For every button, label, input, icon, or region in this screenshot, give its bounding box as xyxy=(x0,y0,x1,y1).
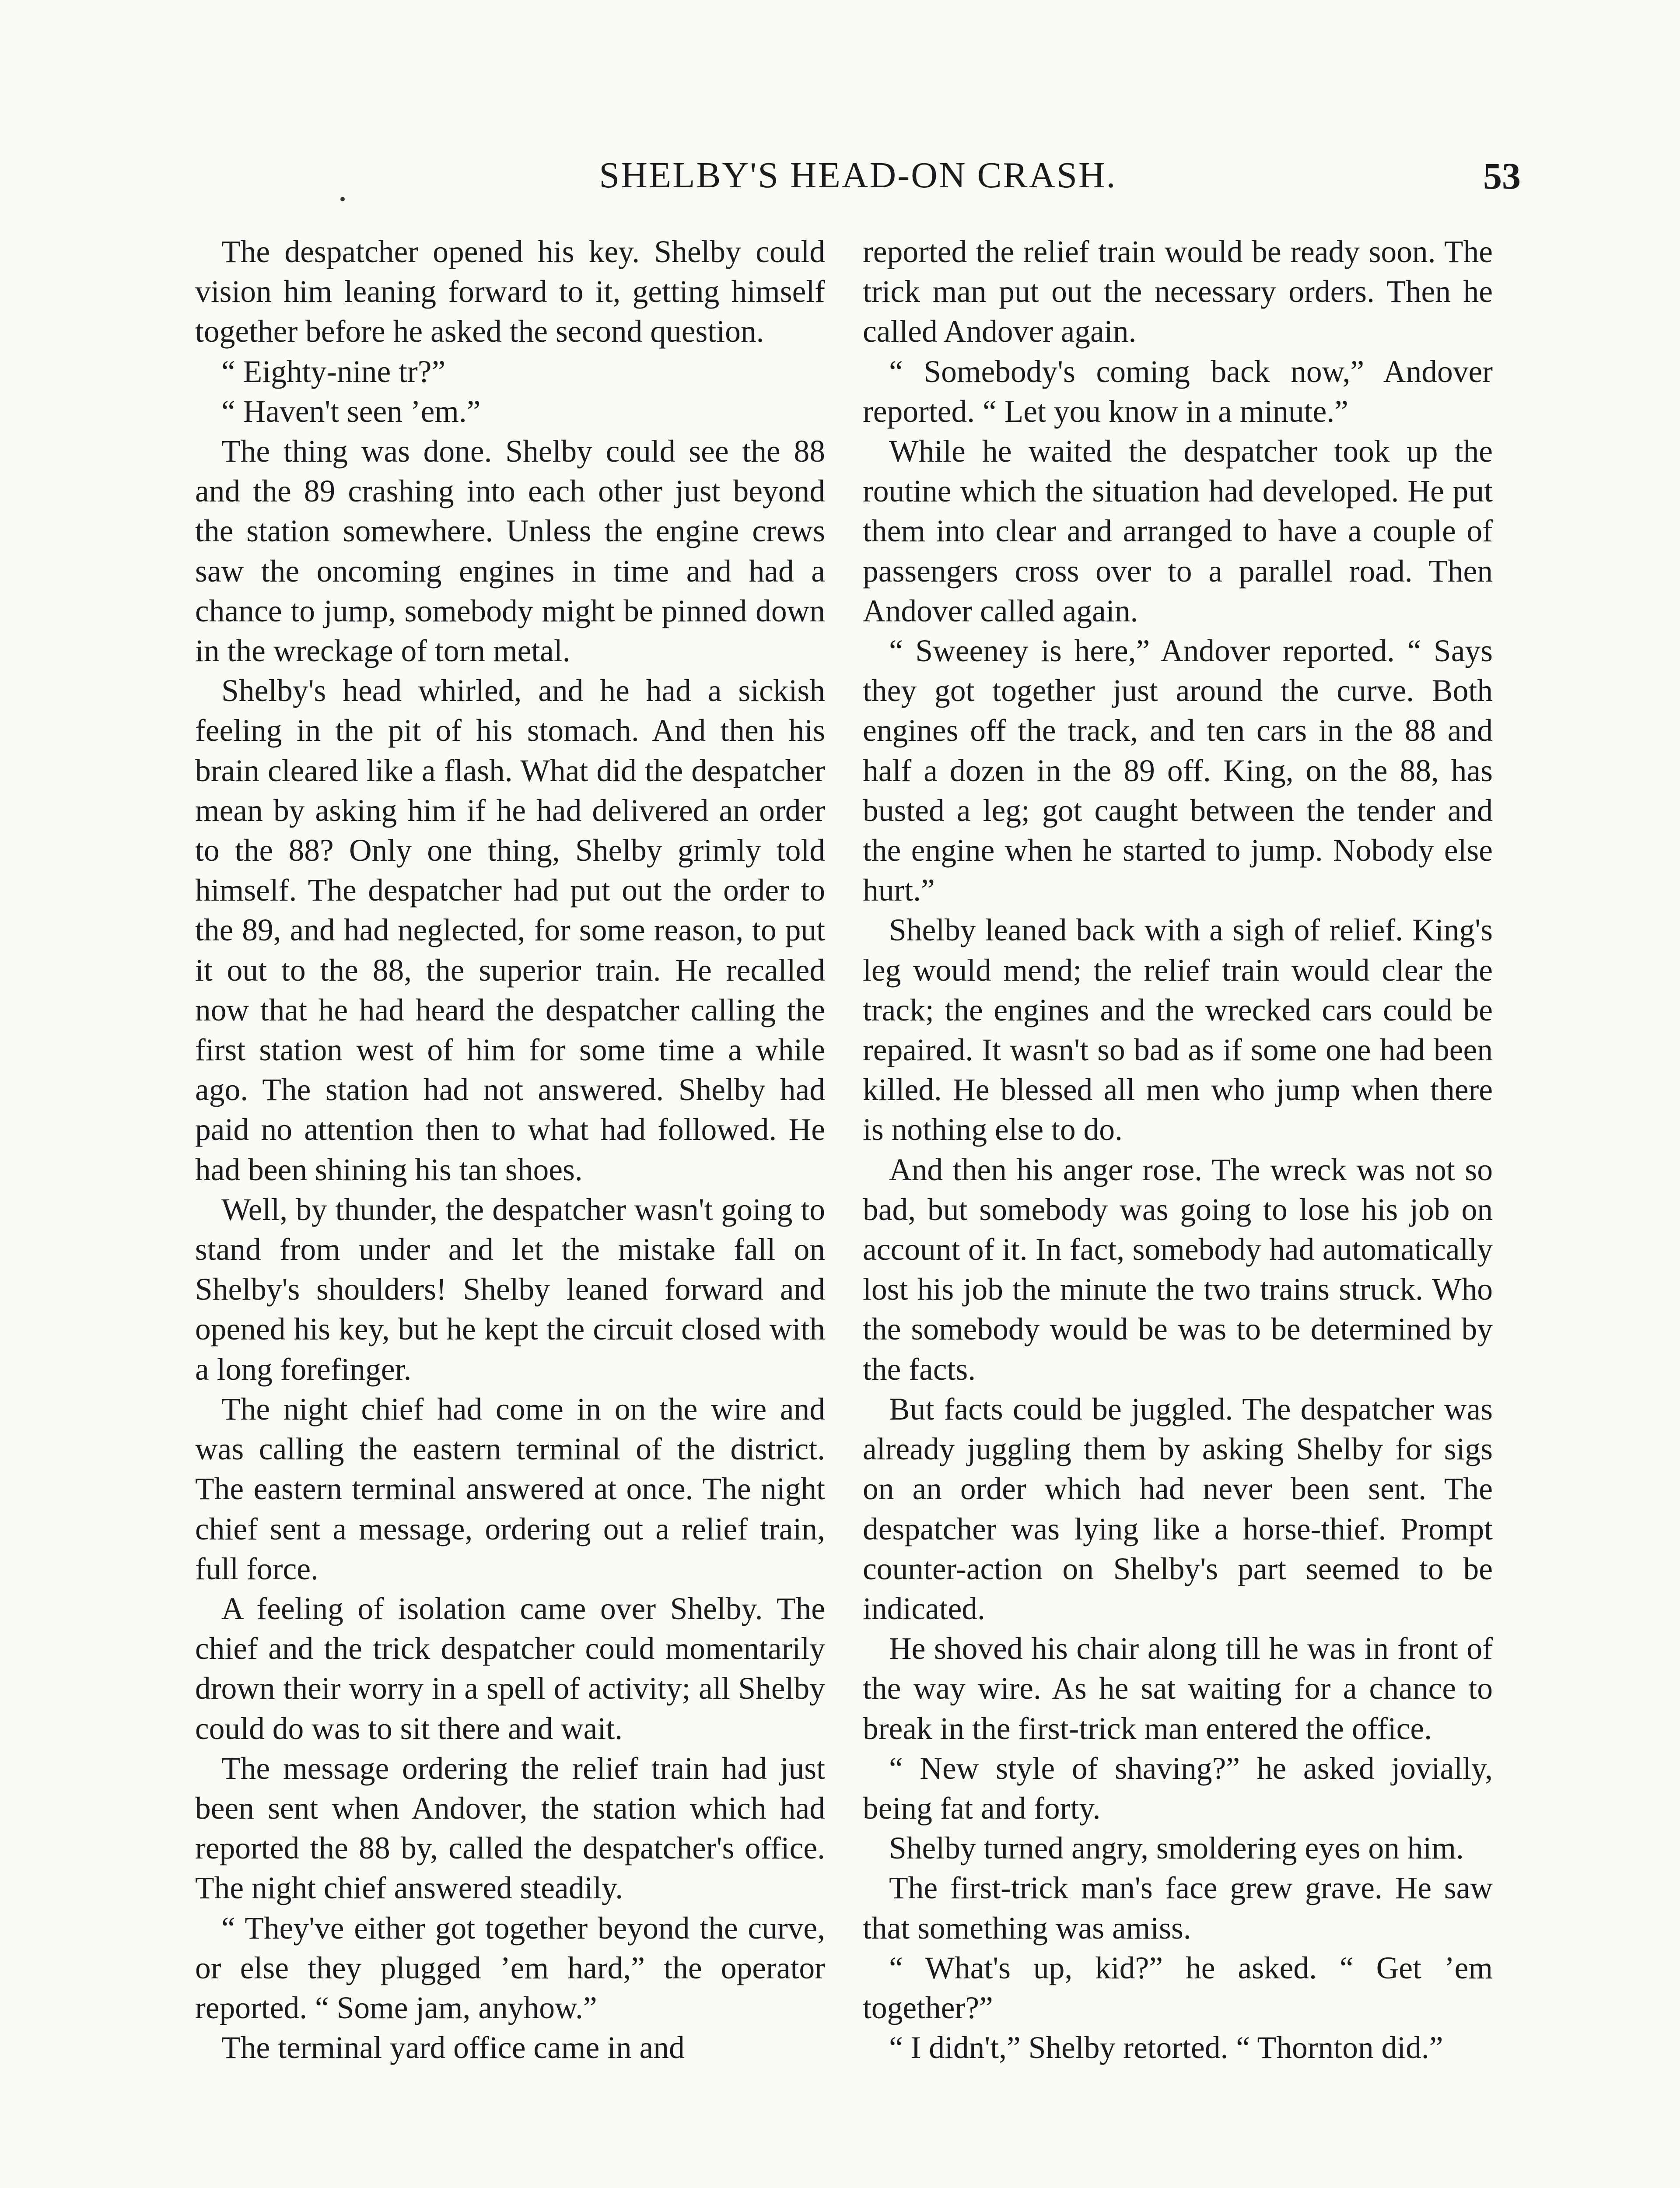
paragraph: “ What's up, kid?” he asked. “ Get ’em together?” xyxy=(863,1950,1493,2025)
paragraph: Shelby turned angry, smoldering eyes on him. xyxy=(889,1831,1464,1866)
paragraph: The message ordering the relief train had just been sent when Andover, the station which had reported the 88 by, called the despatcher's office. The night chief answered steadily. xyxy=(195,1751,825,1906)
paragraph: reported the relief train would be ready soon. The trick man put out the necessary orders. Then he called Andover again. xyxy=(863,235,1493,349)
paragraph: The despatcher opened his key. Shelby could vision him leaning forward to it, getting himself together before he asked the second question. xyxy=(195,235,825,349)
paragraph: The first-trick man's face grew grave. He saw that something was amiss. xyxy=(863,1871,1493,1946)
paragraph: Shelby leaned back with a sigh of relief. King's leg would mend; the relief train would clear the track; the engines and the wrecked cars could be repaired. It wasn't so bad as if some one had been killed. He blessed all men who jump when there is nothing else to do. xyxy=(863,913,1493,1147)
paragraph: “ I didn't,” Shelby retorted. “ Thornton did.” xyxy=(889,2030,1443,2065)
page-header xyxy=(195,154,1521,207)
paragraph: But facts could be juggled. The despatcher was already juggling them by asking Shelby for sigs on an order which had never been sent. The despatcher was lying like a horse-thief. Prompt counter-action on Shelby's part seemed to be indicated. xyxy=(863,1392,1493,1626)
page-number: 53 xyxy=(1483,155,1521,197)
paragraph: And then his anger rose. The wreck was not so bad, but somebody was going to lose his job on account of it. In fact, somebody had automatically lost his job the minute the two trains struck. Who the somebody would be was to be determined by the facts. xyxy=(863,1152,1493,1387)
paragraph: “ They've either got together beyond the curve, or else they plugged ’em hard,” the operator reported. “ Some jam, anyhow.” xyxy=(195,1911,825,2025)
paragraph: The terminal yard office came in and xyxy=(221,2030,685,2065)
paragraph: He shoved his chair along till he was in front of the way wire. As he sat waiting for a chance to break in the first-trick man entered the office. xyxy=(863,1631,1493,1746)
paragraph: A feeling of isolation came over Shelby. The chief and the trick despatcher could momentarily drown their worry in a spell of activity; all Shelby could do was to sit there and wait. xyxy=(195,1591,825,1746)
paragraph: Shelby's head whirled, and he had a sickish feeling in the pit of his stomach. And then his brain cleared like a flash. What did the despatcher mean by asking him if he had delivered an order to the 88? Only one thing, Shelby grimly told himself. The despatcher had put out the order to the 89, and had neglected, for some reason, to put it out to the 88, the superior train. He recalled now that he had heard the despatcher calling the first station west of him for some time a while ago. The station had not answered. Shelby had paid no attention then to what had followed. He had been shining his tan shoes. xyxy=(195,673,825,1187)
paragraph: Well, by thunder, the despatcher wasn't going to stand from under and let the mistake fall on Shelby's shoulders! Shelby leaned forward and opened his key, but he kept the circuit closed with a long forefinger. xyxy=(195,1192,825,1387)
paragraph: The night chief had come in on the wire and was calling the eastern terminal of the district. The eastern terminal answered at once. The night chief sent a message, ordering out a relief train, full force. xyxy=(195,1392,825,1586)
paragraph: “ Eighty-nine tr?” xyxy=(221,354,446,389)
left-column xyxy=(195,232,825,2068)
running-title: SHELBY'S HEAD-ON CRASH. xyxy=(599,155,1117,196)
paragraph: “ New style of shaving?” he asked jovially, being fat and forty. xyxy=(863,1751,1493,1826)
paragraph: “ Sweeney is here,” Andover reported. “ Says they got together just around the curve. Both engines off the track, and ten cars in the 88 and half a dozen in the 89 off. King, on the 88, has busted a leg; got caught between the tender and the engine when he started to jump. Nobody else hurt.” xyxy=(863,634,1493,908)
right-column xyxy=(863,232,1493,2068)
print-speck xyxy=(340,197,345,201)
paragraph: “ Somebody's coming back now,” Andover reported. “ Let you know in a minute.” xyxy=(863,354,1493,429)
paragraph: While he waited the despatcher took up the routine which the situation had developed. He put them into clear and arranged to have a couple of passengers cross over to a parallel road. Then Andover called again. xyxy=(863,434,1493,628)
paragraph: The thing was done. Shelby could see the 88 and the 89 crashing into each other just beyond the station somewhere. Unless the engine crews saw the oncoming engines in time and had a chance to jump, somebody might be pinned down in the wreckage of torn metal. xyxy=(195,434,825,669)
paragraph: “ Haven't seen ’em.” xyxy=(221,394,481,429)
